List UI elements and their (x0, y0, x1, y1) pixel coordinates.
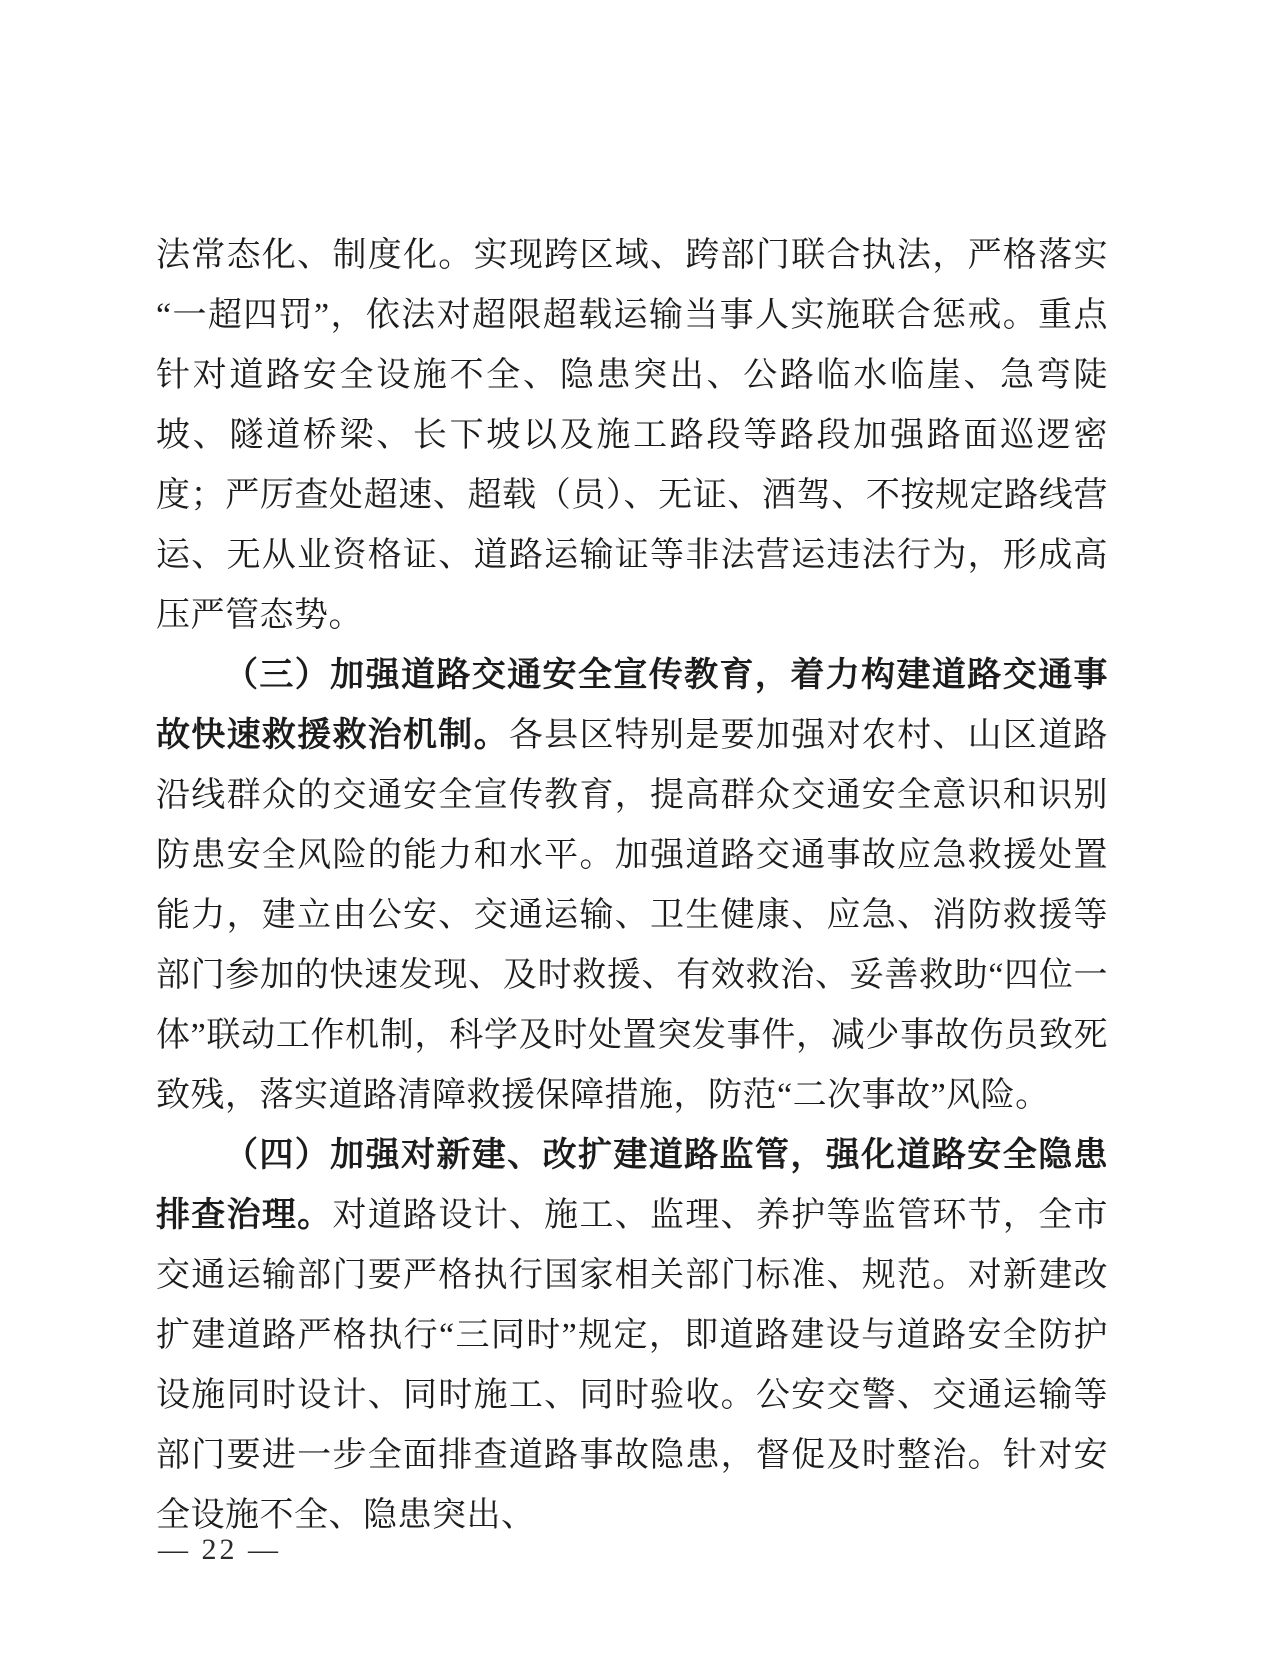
section-4-heading: （四）加强对新建、改扩建道路监管，强化道路安全隐患排查治理。 (156, 1137, 1108, 1234)
section-3-body-text: 各县区特别是要加强对农村、山区道路沿线群众的交通安全宣传教育，提高群众交通安全意识和识别防患安全风险的能力和水平。加强道路交通事故应急救援处置能力，建立由公安、交通运输、卫生健康、应急、消防救援等部门参加的快速发现、及时救援、有效救治、妥善救助“四位一体”联动工作机制，科学及时处置突发事件，减少事故伤员致死致残，落实道路清障救援保障措施，防范“二次事故”风险。 (156, 717, 1109, 1114)
section-4-paragraph (156, 1126, 1108, 1546)
section-4-body-text: 对道路设计、施工、监理、养护等监管环节，全市交通运输部门要严格执行国家相关部门标准、规范。对新建改扩建道路严格执行“三同时”规定，即道路建设与道路安全防护设施同时设计、同时施工、同时验收。公安交警、交通运输等部门要进一步全面排查道路事故隐患，督促及时整治。针对安全设施不全、隐患突出、 (156, 1197, 1109, 1534)
paragraph-continuation (156, 226, 1108, 646)
page-footer (158, 1532, 281, 1568)
page-number: — 22 — (158, 1533, 281, 1566)
section-3-paragraph (156, 646, 1108, 1126)
paragraph-text: 法常态化、制度化。实现跨区域、跨部门联合执法，严格落实“一超四罚”，依法对超限超载运输当事人实施联合惩戒。重点针对道路安全设施不全、隐患突出、公路临水临崖、急弯陡坡、隧道桥梁、长下坡以及施工路段等路段加强路面巡逻密度；严厉查处超速、超载（员）、无证、酒驾、不按规定路线营运、无从业资格证、道路运输证等非法营运违法行为，形成高压严管态势。 (156, 237, 1108, 634)
document-body (156, 226, 1108, 1546)
section-3-heading: （三）加强道路交通安全宣传教育，着力构建道路交通事故快速救援救治机制。 (156, 657, 1108, 754)
